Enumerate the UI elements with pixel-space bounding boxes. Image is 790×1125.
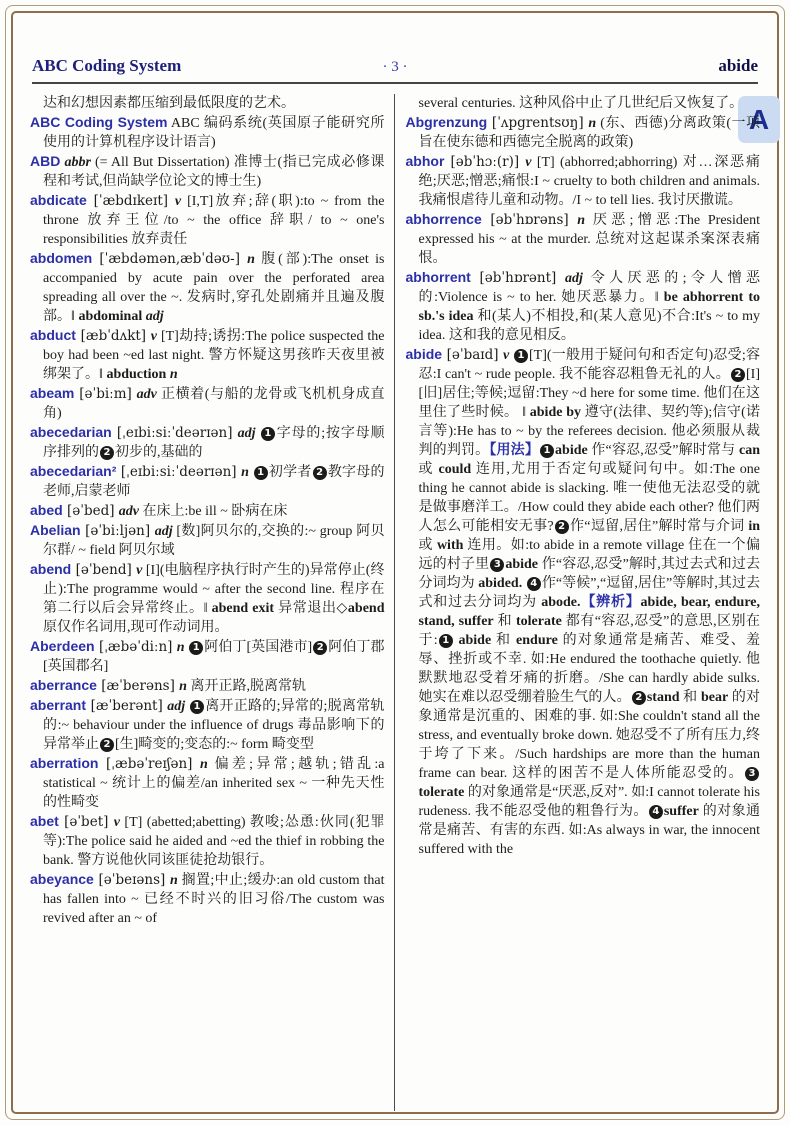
pronunciation: [əˈbaɪd] — [442, 347, 504, 363]
part-of-speech: v — [174, 194, 182, 209]
part-of-speech: n — [179, 679, 187, 694]
definition-text: 离开正路的;异常的;脱离常轨的:~ behaviour under the influence of drugs 毒品影响下的异常举止 — [43, 699, 385, 752]
definition-text: 阿伯丁郡[英国郡名] — [43, 640, 385, 674]
pronunciation: [æbˈdʌkt] — [75, 328, 151, 344]
definition-text: 初步的,基础的 — [115, 445, 203, 460]
definition-text: [T] (abhorred;abhorring) 对…深恶痛绝;厌恶;憎恶;痛恨:I ~ cruelty to both children and animals. 我痛恨虐待儿童和动物。/I ~ to tell lies. 我讨厌撒谎。 — [418, 155, 760, 208]
bold-term: tolerate — [418, 785, 465, 800]
pronunciation: [əbˈhɒrənt] — [470, 270, 565, 286]
part-of-speech: adv — [136, 387, 157, 402]
pronunciation: [əˈbiːljən] — [80, 523, 155, 539]
bold-term: suffer — [663, 804, 699, 819]
bold-term: abide — [458, 633, 492, 648]
part-of-speech: v — [150, 329, 158, 344]
headword: abdicate — [30, 192, 87, 208]
sense-number: 2 — [313, 641, 327, 655]
dict-entry — [30, 637, 385, 676]
sense-number: 1 — [189, 641, 203, 655]
pronunciation: [ˌeɪbiːsiːˈdeərɪən] — [116, 464, 242, 480]
definition-text: [T] (abetted;abetting) 教唆;怂恿:伙同(犯罪等):The police said he aided and ~ed the thief in robbing the bank. 警方说他伙同该匪徒抢劫银行。 — [43, 815, 385, 868]
headword: abhorrence — [405, 211, 482, 227]
sense-number: 1 — [261, 427, 275, 441]
bold-term: endure — [516, 633, 558, 648]
sense-number: 2 — [555, 520, 569, 534]
definition-text: 的对象通常是“厌恶,反对”. 如:I cannot tolerate his rudeness. 我不能忍受他的粗鲁行为。 — [418, 785, 760, 819]
part-of-speech: n — [577, 213, 586, 228]
bold-term: abdominal — [78, 309, 143, 324]
dict-entry — [30, 754, 385, 812]
section-label: 【用法】 — [489, 443, 540, 458]
definition-text: 连用,尤用于否定句或疑问句中。如:The one thing he cannot abide is slacking. 唯一使他无法忍受的就是做事磨洋工。/How could they abide each other? 他们两人怎么可能相安无事? — [418, 462, 760, 534]
headword: Abgrenzung — [405, 114, 488, 130]
dict-entry — [406, 113, 761, 152]
entry-continuation — [406, 94, 761, 113]
definition-text: 腹(部):The onset is accompanied by acute pain over the perforated area spreading all over the ~. 发病时,穿孔处剧痛并且遍及腹部。‖ — [43, 252, 385, 324]
headword: abend — [30, 561, 72, 577]
dict-entry — [30, 521, 385, 560]
dict-entry — [30, 326, 385, 384]
bold-term: tolerate — [515, 614, 562, 629]
bold-term: bear — [700, 690, 729, 705]
definition-text: 偏差;异常;越轨;错乱:a statistical ~ 统计上的偏差/an inherited sex ~ 一种先天性的性畸变 — [43, 757, 385, 810]
definition-text — [185, 699, 189, 714]
definition-text: 在床上:be ill ~ 卧病在床 — [139, 504, 288, 519]
sense-number: 2 — [632, 691, 646, 705]
definition-text: 或 — [418, 462, 439, 477]
headword: abecedarian — [30, 424, 112, 440]
definition-text — [256, 426, 260, 441]
pronunciation: [əˈbed] — [62, 503, 119, 519]
sense-number: 1 — [540, 444, 554, 458]
headword: abhor — [405, 153, 445, 169]
definition-text: 厌恶;憎恶:The President expressed his ~ at the murder. 总统对这起谋杀案深表痛恨。 — [418, 213, 760, 266]
bold-term: can — [739, 443, 760, 458]
left-column — [30, 94, 394, 1111]
definition-text: 作“等候”,“逗留,居住”等解时,其过去式和过去分词均为 — [418, 576, 760, 610]
headword: abeam — [30, 385, 75, 401]
definition-text: 异常退出◇ — [274, 601, 348, 616]
definition-text: 初学者 — [268, 465, 312, 480]
definition-text: 令人厌恶的;令人憎恶的:Violence is ~ to her. 她厌恶暴力。‖ — [418, 271, 760, 305]
part-of-speech: abbr — [60, 155, 91, 170]
headword: Aberdeen — [30, 638, 95, 654]
headword: aberration — [30, 755, 99, 771]
part-of-speech: n — [588, 116, 597, 131]
part-of-speech: adj — [154, 524, 173, 539]
part-of-speech: v — [525, 155, 532, 170]
part-of-speech: v — [136, 563, 143, 578]
bold-term: abide, bear, endure, stand, suffer — [418, 595, 760, 629]
dict-entry — [406, 152, 761, 210]
definition-text — [185, 640, 189, 655]
dict-entry — [30, 113, 385, 152]
header-page-number: · 3 · — [382, 59, 408, 75]
part-of-speech: n — [176, 640, 185, 655]
dict-entry — [30, 152, 385, 191]
bold-term: in — [748, 519, 760, 534]
definition-text: 作“容忍,忍受”解时,其过去式和过去分词均为 — [418, 557, 760, 591]
header-first-headword: ABC Coding System — [32, 56, 182, 75]
sense-number: 2 — [313, 466, 327, 480]
entry-continuation — [30, 94, 385, 113]
headword: abdomen — [30, 250, 93, 266]
part-of-speech: n — [166, 367, 178, 382]
part-of-speech: adj — [237, 426, 256, 441]
dict-entry — [30, 560, 385, 637]
bold-term: abide by — [529, 405, 581, 420]
bold-term: be abhorrent to sb.'s idea — [418, 290, 760, 324]
part-of-speech: adj — [142, 309, 164, 324]
definition-text: [T](一般用于疑问句和否定句)忍受;容忍:I can't ~ rude people. 我不能容忍粗鲁无礼的人。 — [418, 348, 760, 382]
sense-number: 1 — [190, 700, 204, 714]
bold-term: abend exit — [211, 601, 275, 616]
sense-number: 1 — [254, 466, 268, 480]
sense-number: 3 — [745, 767, 759, 781]
sense-number: 2 — [731, 368, 745, 382]
dictionary-columns — [30, 94, 760, 1111]
part-of-speech: n — [247, 252, 255, 267]
pronunciation: [əˈbeɪəns] — [93, 872, 170, 888]
pronunciation: [ˈæbdɪkeɪt] — [86, 193, 175, 209]
sense-number: 2 — [100, 738, 114, 752]
definition-text: 达和幻想因素都压缩到最低限度的艺术。 — [43, 96, 295, 111]
definition-text: 都有“容忍,忍受”的意思,区别在于: — [418, 614, 760, 648]
dict-entry — [30, 384, 385, 423]
pronunciation: [æˈberənt] — [86, 698, 168, 714]
definition-text: 原仅作名词用,现可作动词用。 — [43, 620, 229, 635]
definition-text: [I](电脑程序执行时产生的)异常停止(终止):The programme would ~ after the second line. 程序在第二行以后会异常终止。‖ — [43, 563, 385, 616]
headword: ABC Coding System — [30, 114, 168, 130]
bold-term: abide — [555, 443, 588, 458]
headword: abide — [405, 346, 443, 362]
definition-text: 的对象通常是痛苦、有害的东西. 如:As always in war, the innocent suffered with the — [418, 804, 760, 857]
definition-text: 作“逗留,居住”解时常与介词 — [569, 519, 749, 534]
dict-entry — [406, 345, 761, 859]
definition-text: 教字母的老师,启蒙老师 — [43, 465, 385, 499]
part-of-speech: adv — [118, 504, 139, 519]
headword: abed — [30, 502, 63, 518]
sense-number: 4 — [527, 577, 541, 591]
definition-text: 正横着(与船的龙骨或飞机机身成直角) — [43, 387, 385, 421]
pronunciation: [ˈæbdəmən,æbˈdəʊ-] — [92, 251, 248, 267]
definition-text: 作“容忍,忍受”解时常与 — [587, 443, 740, 458]
headword: abet — [30, 813, 59, 829]
dict-entry — [30, 696, 385, 754]
dict-entry — [30, 676, 385, 696]
pronunciation: [ˌæbəˈreɪʃən] — [98, 756, 201, 772]
dict-entry — [30, 191, 385, 249]
dict-entry — [30, 423, 385, 462]
headword: abecedarian² — [30, 463, 117, 479]
bold-term: could — [438, 462, 472, 477]
section-label: 【辨析】 — [580, 595, 641, 610]
definition-text: [生]畸变的;变态的:~ form 畸变型 — [115, 737, 314, 752]
headword: abeyance — [30, 871, 94, 887]
pronunciation: [ˌæbəˈdiːn] — [94, 639, 177, 655]
dict-entry — [30, 462, 385, 501]
definition-text: [I][旧]居住;等候;逗留:They ~d here for some time. 他们在这里住了些时候。 ‖ — [418, 367, 760, 420]
bold-term: abend — [347, 601, 385, 616]
sense-number: 4 — [649, 805, 663, 819]
pronunciation: [ˈʌpgrentsʊŋ] — [487, 115, 589, 131]
part-of-speech: n — [241, 465, 249, 480]
sense-number: 1 — [514, 349, 528, 363]
pronunciation: [æˈberəns] — [96, 678, 180, 694]
page-header — [32, 56, 758, 84]
pronunciation: [ˌeɪbiːsiːˈdeərɪən] — [111, 425, 238, 441]
definition-text: ABC 编码系统(英国原子能研究所使用的计算机程序设计语言) — [43, 116, 385, 150]
part-of-speech: v — [503, 348, 510, 363]
dict-entry — [30, 249, 385, 326]
part-of-speech: v — [113, 815, 120, 830]
headword: Abelian — [30, 522, 81, 538]
dict-entry — [406, 268, 761, 345]
bold-term: abode. — [541, 595, 581, 610]
bold-term: abide — [505, 557, 539, 572]
definition-text: 字母的;按字母顺序排列的 — [43, 426, 385, 460]
headword: abhorrent — [405, 269, 471, 285]
definition-text: (= All But Dissertation) 准博士(指已完成必修课程和考试,但尚缺学位论文的博士生) — [43, 155, 385, 189]
definition-text: [I,T]放弃;辞(职):to ~ from the throne 放弃王位/to ~ the office 辞职/ to ~ one's responsibilities 放弃责任 — [43, 194, 385, 247]
part-of-speech: adj — [564, 271, 583, 286]
sense-number: 3 — [490, 558, 504, 572]
bold-term: abduction — [106, 367, 167, 382]
definition-text: 连用。如:to abide in a remote village 住在一个偏远的村子里 — [418, 538, 760, 572]
bold-term: stand — [646, 690, 680, 705]
pronunciation: [əˈbend] — [71, 562, 137, 578]
part-of-speech: adj — [167, 699, 186, 714]
bold-term: abided. — [478, 576, 523, 591]
definition-text: 的对象通常是痛苦、难受、羞辱、挫折或不幸. 如:He endured the toothache quietly. 他默默地忍受着牙痛的折磨。/She can hardly abide sulks. 她实在难以忍受绷着脸生气的人。 — [418, 633, 760, 705]
definition-text: 阿伯丁[英国港市] — [204, 640, 313, 655]
pronunciation: [əˈbiːm] — [74, 386, 137, 402]
alphabet-tab-letter: A — [748, 103, 770, 135]
definition-text: several centuries. 这种风俗中止了几世纪后又恢复了。 — [418, 96, 744, 111]
dict-entry — [406, 210, 761, 268]
definition-text — [249, 465, 253, 480]
sense-number: 1 — [439, 634, 453, 648]
definition-text: 和(某人)不相投,和(某人意见)不合:It's ~ to my idea. 这和我的意见相反。 — [418, 309, 760, 343]
definition-text: 和 — [679, 690, 701, 705]
headword: aberrance — [30, 677, 97, 693]
definition-text: 离开正路,脱离常轨 — [186, 679, 306, 694]
part-of-speech: n — [200, 757, 208, 772]
dict-entry — [30, 812, 385, 870]
dict-entry — [30, 870, 385, 928]
pronunciation: [əbˈhɔː(r)] — [444, 154, 526, 170]
dict-entry — [30, 501, 385, 521]
header-last-headword: abide — [718, 56, 758, 75]
pronunciation: [əˈbet] — [58, 814, 114, 830]
headword: ABD — [30, 153, 61, 169]
sense-number: 2 — [100, 446, 114, 460]
headword: abduct — [30, 327, 76, 343]
definition-text: (东、西德)分离政策(一项旨在使东德和西德完全脱离的政策) — [418, 116, 760, 150]
definition-text: [数]阿贝尔的,交换的:~ group 阿贝尔群/ ~ field 阿贝尔域 — [43, 524, 385, 558]
definition-text: 遵守(法律、契约等);信守(诺言等):He has to ~ by the referees decision. 他必须服从裁判的判罚。 — [418, 405, 760, 458]
pronunciation: [əbˈhɒrəns] — [481, 212, 578, 228]
headword: aberrant — [30, 697, 87, 713]
definition-text: 和 — [493, 614, 516, 629]
definition-text — [509, 348, 513, 363]
definition-text — [522, 576, 526, 591]
bold-term: with — [436, 538, 464, 553]
definition-text: [T]劫持;诱拐:The police suspected the boy had been ~ed last night. 警方怀疑这男孩昨天夜里被绑架了。‖ — [43, 329, 385, 382]
definition-text: 搁置;中止;缓办:an old custom that has fallen into ~ 已经不时兴的旧习俗/The custom was revived after an ~ of — [43, 873, 385, 926]
definition-text: 或 — [418, 538, 437, 553]
part-of-speech: n — [169, 873, 178, 888]
right-column — [395, 94, 761, 1111]
definition-text: 和 — [491, 633, 517, 648]
definition-text: 的对象通常是沉重的、困难的事. 如:She couldn't stand all the stress, and eventually broke down. 她忍受不了所有压力,终于垮了下来。/Such hardships are more than the human frame can bear. 这样的困苦不是人体所能忍受的。 — [418, 690, 760, 781]
